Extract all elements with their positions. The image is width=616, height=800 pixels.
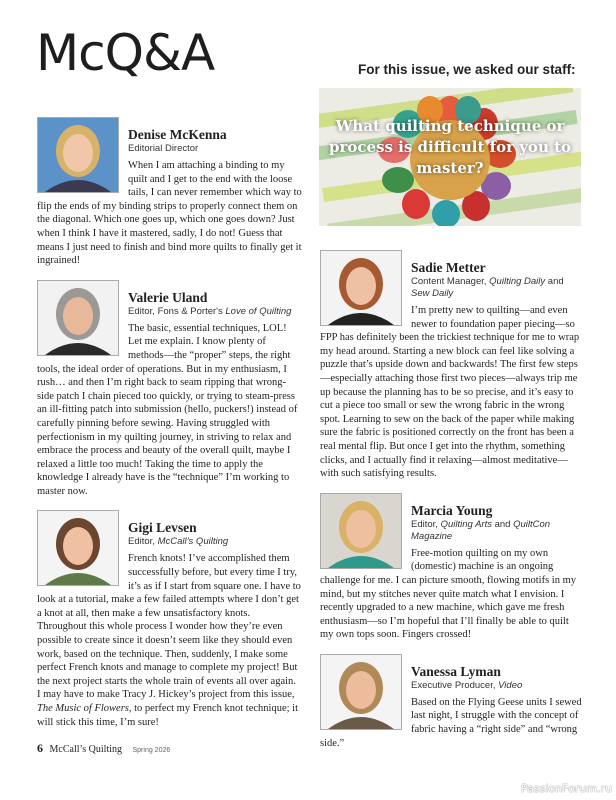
answer-text: French knots! I’ve accomplished them successfully before, but every time I try, it’s as if I start from square one. I have to look at a tutorial, make a few failed attempts where I don’t get a knot at all, then make a few unsatisfactory knots. Throughout this whole process I wonder how they’re even possible to create since it doesn’t seem like they should even work, based on the technique. Then, suddenly, I make some perfect French knots and manage to complete my project! But the next project starts the whole train of events all over again. I may have to make Tracy J. Hickey’s project from this issue,: [37, 553, 301, 701]
staff-name: Valerie Uland: [128, 289, 208, 305]
right-column: [320, 250, 582, 762]
project-title: The Music of Flowers: [37, 703, 129, 714]
role-publication: Sew Daily: [411, 288, 454, 299]
staff-card: [37, 510, 302, 729]
staff-photo: [320, 493, 402, 569]
role-text: Editorial Director: [128, 143, 199, 154]
left-column: [37, 117, 302, 756]
staff-card: [320, 654, 582, 750]
answer-text: Free-motion quilting on my own (domestic) machine is an ongoing challenge for me. I can picture smooth, flowing motifs in my mind, but my stitches never quite match what I envision. I recently upgraded to a new machine, which gave me fresh enthusiasm—so I’m hopeful that I’ll finally be able to quilt my own tops soon. Fingers crossed!: [320, 547, 577, 641]
staff-photo: [320, 654, 402, 730]
role-text: Content Manager,: [411, 276, 490, 287]
staff-card: [320, 250, 582, 481]
answer-text: , to perfect my French knot technique; it will stick this time, I’m sure!: [37, 703, 298, 728]
role-text: and: [545, 276, 564, 287]
answer-text: Based on the Flying Geese units I sewed last night, I struggle with the concept of fabric having a “right side” and “wrong side.”: [320, 696, 582, 749]
issue-date: Spring 2026: [132, 747, 171, 755]
magazine-name: McCall’s Quilting: [49, 744, 122, 756]
staff-card: [37, 117, 302, 268]
role-publication: Quilting Daily: [489, 276, 546, 287]
staff-card: [320, 493, 582, 642]
staff-name: Gigi Levsen: [128, 520, 197, 536]
staff-answer: [320, 304, 582, 481]
page-title: McQ&A: [36, 24, 215, 82]
staff-photo: [320, 250, 402, 326]
staff-photo: [37, 510, 119, 586]
staff-card: [37, 280, 302, 499]
answer-text: I’m pretty new to quilting—and even newer to foundation paper piecing—so FPP has definitely been the trickiest technique for me to wrap my head around. Starting a new block can feel like solving a puzzle that’s upside down and backwards! The first few steps—especially attaching those first two pieces—always trip me up because the planning has to be so precise, and it’s easy to cut a piece too small or sew the wrong fabric in the wrong spot. Learning to sew on the back of the paper while making sure the fabric is positioned correctly on the front has been a real mental flip. But once I get into the rhythm, something clicks, and I actually find it relaxing—almost meditative—with such satisfying results.: [320, 305, 580, 480]
page-subtitle: For this issue, we asked our staff:: [358, 62, 576, 77]
staff-name: Denise McKenna: [128, 127, 227, 142]
role-publication: Love of Quilting: [225, 305, 292, 317]
watermark: PassionForum.ru: [521, 782, 612, 795]
role-publication: QuiltCon Magazine: [411, 518, 551, 542]
staff-name: Marcia Young: [411, 502, 493, 518]
role-publication: Quilting Arts: [440, 518, 492, 530]
answer-text: When I am attaching a binding to my quilt and I get to the end with the loose tails, I can never remember which way to flip the ends of my binding strips to properly connect them on the diagonal. Which one goes up, which one goes down? Just when I think I have it mastered, sadly, I do not! Guess that means I just need to finish and bind more quilts to finally get it ingrained!: [37, 160, 302, 267]
role-text: Editor,: [128, 536, 158, 548]
answer-text: The basic, essential techniques, LOL! Let me explain. I know plenty of methods—the “proper” steps, the right tools, the ideal order of operations. But in my enthusiasm, I rush… and then I’m right back to seam ripping that wrong-side patch I chain pieced too quickly, or trying to steam-press an ill-fitting patch into submission (hello, puckers!) instead of carefully pinning before sewing. Having struggled with perfectionism in my quilting journey, in striving to relax and embrace the process and beauty of the overall quilt, maybe I relaxed a little too much! Taking the time to apply the knowledge I already have is the “technique” I’m working to master now.: [37, 322, 298, 497]
role-publication: Video: [498, 679, 523, 691]
role-text: Executive Producer,: [411, 679, 499, 691]
staff-name: Sadie Metter: [411, 260, 486, 275]
role-text: Editor,: [411, 518, 441, 530]
role-text: Editor, Fons & Porter's: [128, 305, 226, 317]
staff-photo: [37, 280, 119, 356]
staff-photo: [37, 117, 119, 193]
staff-name: Vanessa Lyman: [411, 663, 501, 679]
role-text: and: [491, 518, 514, 530]
hero-question: What quilting technique or process is difficult for you to master?: [329, 117, 571, 177]
page-number: 6: [37, 741, 43, 756]
page-footer: [37, 741, 302, 756]
hero-image: [319, 88, 581, 226]
role-publication: McCall’s Quilting: [157, 536, 229, 548]
